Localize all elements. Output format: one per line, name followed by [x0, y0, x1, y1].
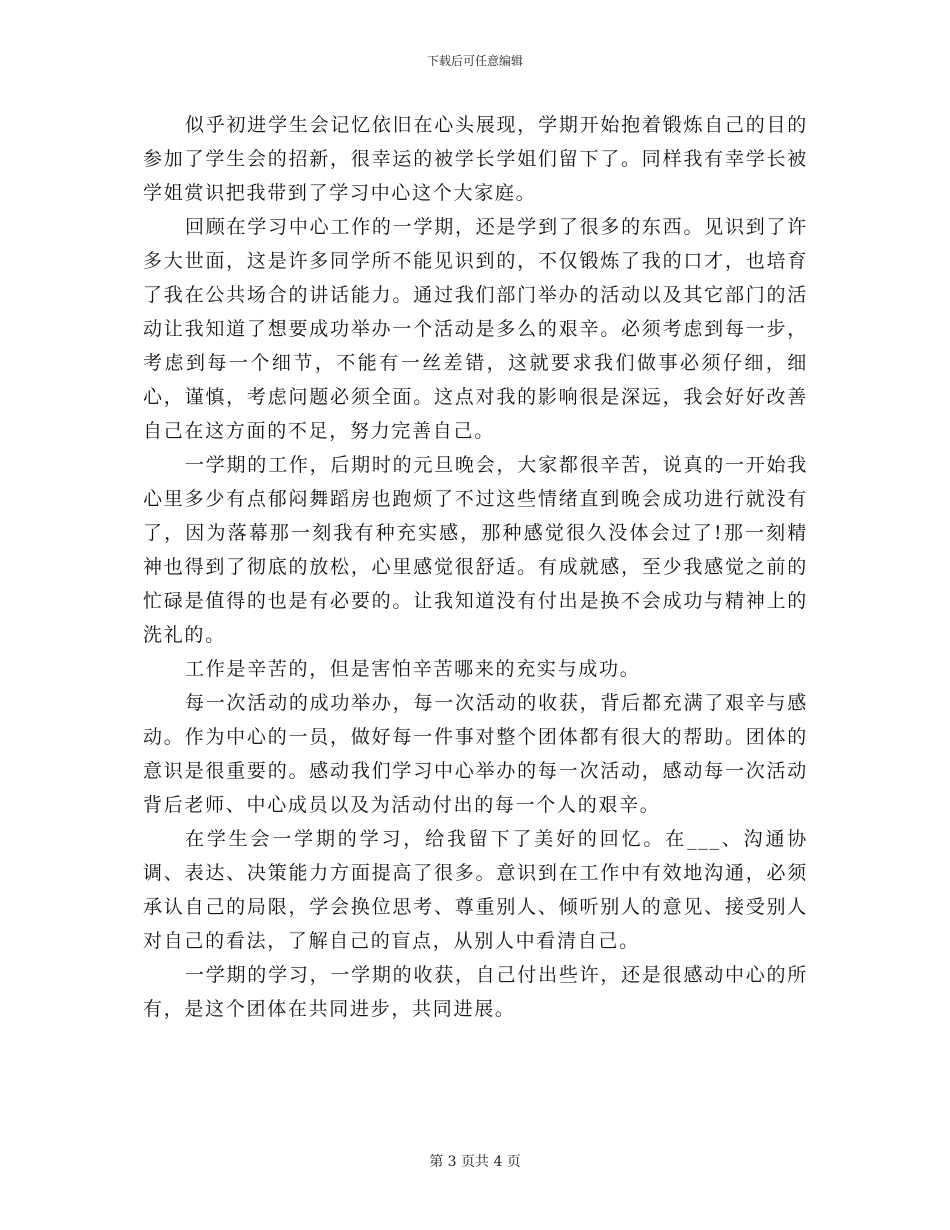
paragraph-1: 似乎初进学生会记忆依旧在心头展现，学期开始抱着锻炼自己的目的参加了学生会的招新，很幸运的被学长学姐们留下了。同样我有幸学长被学姐赏识把我带到了学习中心这个大家庭。	[143, 114, 808, 204]
document-body	[143, 108, 808, 1026]
paragraph-4: 工作是辛苦的，但是害怕辛苦哪来的充实与成功。	[185, 658, 641, 680]
paragraph-2: 回顾在学习中心工作的一学期，还是学到了很多的东西。见识到了许多大世面，这是许多同学所不能见识到的，不仅锻炼了我的口才，也培育了我在公共场合的讲话能力。通过我们部门举办的活动以及其它部门的活动让我知道了想要成功举办一个活动是多么的艰辛。必须考虑到每一步，考虑到每一个细节，不能有一丝差错，这就要求我们做事必须仔细，细心，谨慎，考虑问题必须全面。这点对我的影响很是深远，我会好好改善自己在这方面的不足，努力完善自己。	[143, 216, 808, 442]
page-header: 下载后可任意编辑	[426, 54, 523, 68]
paragraph-7: 一学期的学习，一学期的收获，自己付出些许，还是很感动中心的所有，是这个团体在共同进步，共同进展。	[143, 964, 808, 1020]
paragraph-3: 一学期的工作，后期时的元旦晚会，大家都很辛苦，说真的一开始我心里多少有点郁闷舞蹈房也跑烦了不过这些情绪直到晚会成功进行就没有了，因为落幕那一刻我有种充实感，那种感觉很久没体会过了!那一刻精神也得到了彻底的放松，心里感觉很舒适。有成就感，至少我感觉之前的忙碌是值得的也是有必要的。让我知道没有付出是换不会成功与精神上的洗礼的。	[143, 454, 808, 646]
page-number-footer: 第 3 页共 4 页	[429, 1154, 521, 1170]
paragraph-6: 在学生会一学期的学习，给我留下了美好的回忆。在___、沟通协调、表达、决策能力方面提高了很多。意识到在工作中有效地沟通，必须承认自己的局限，学会换位思考、尊重别人、倾听别人的意见、接受别人对自己的看法，了解自己的盲点，从别人中看清自己。	[143, 828, 808, 952]
paragraph-5: 每一次活动的成功举办，每一次活动的收获，背后都充满了艰辛与感动。作为中心的一员，做好每一件事对整个团体都有很大的帮助。团体的意识是很重要的。感动我们学习中心举办的每一次活动，感动每一次活动背后老师、中心成员以及为活动付出的每一个人的艰辛。	[143, 692, 808, 816]
